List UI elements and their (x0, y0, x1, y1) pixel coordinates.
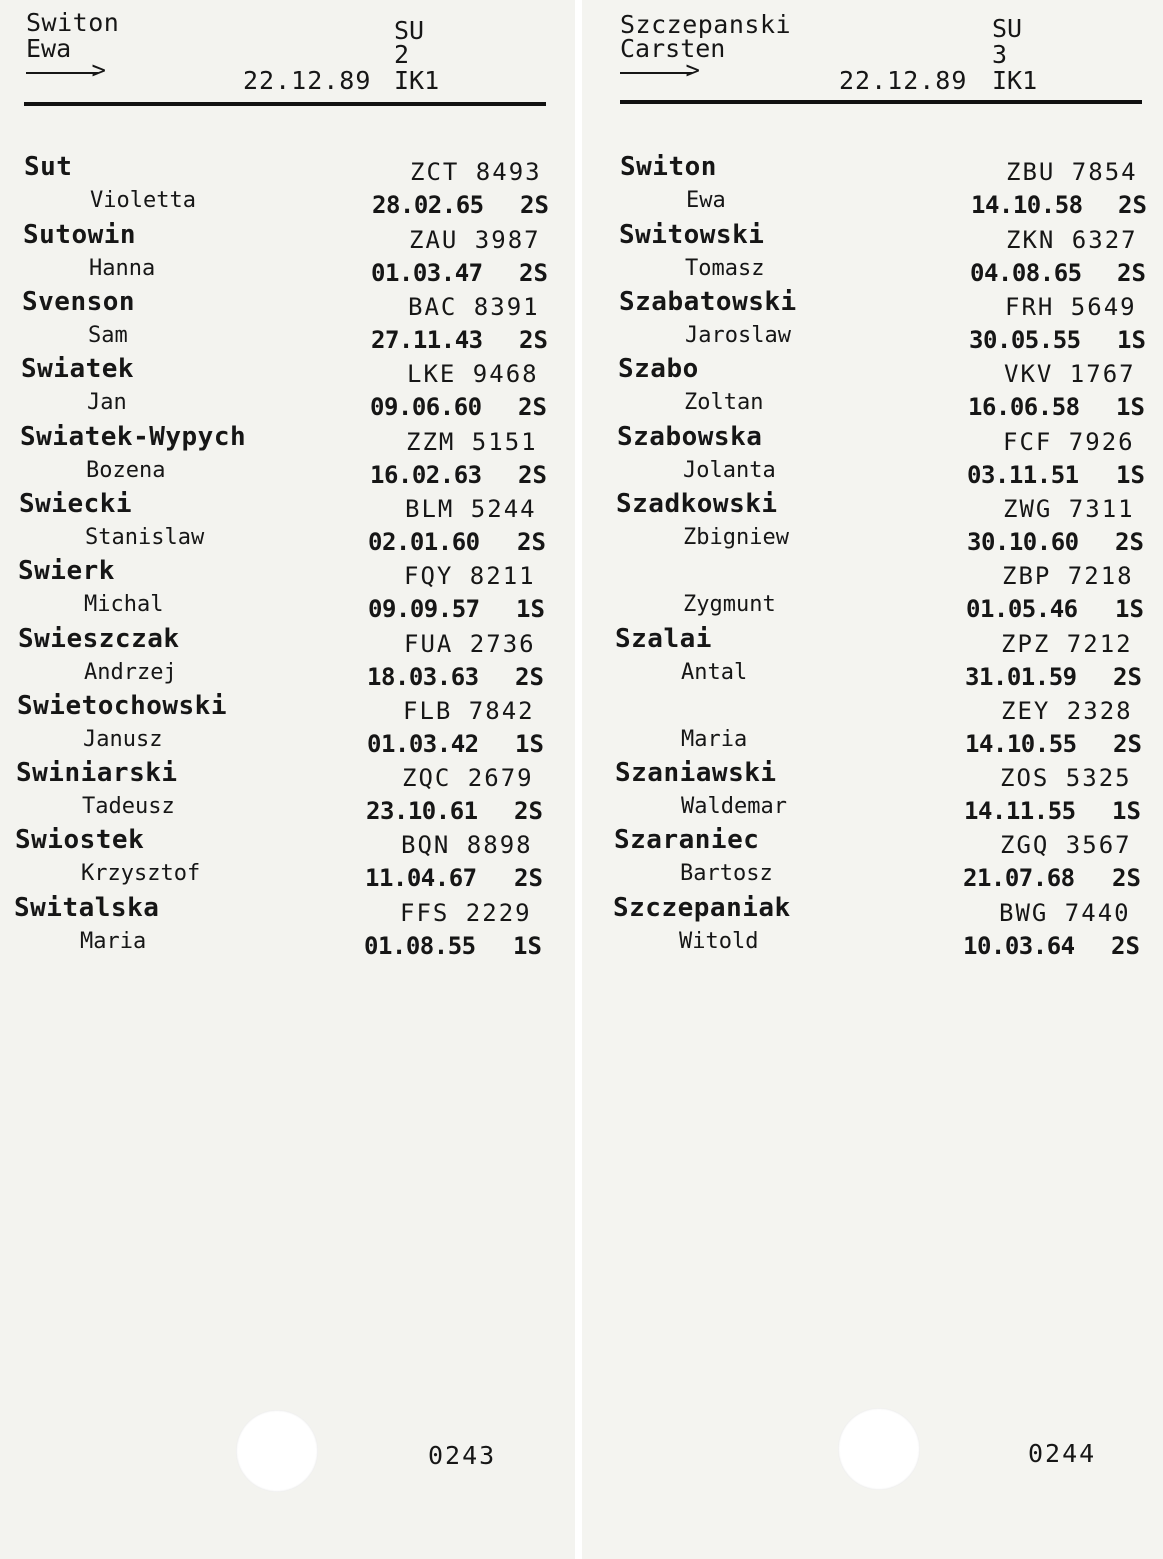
birth-date: 11.04.67 (365, 864, 477, 892)
header-code-number: 3 (992, 40, 1008, 69)
birth-date: 01.03.47 (371, 259, 483, 287)
class-code: 1S (516, 595, 545, 623)
surname: Swiostek (15, 825, 145, 855)
given-name: Krzysztof (81, 861, 201, 886)
birth-date: 16.06.58 (968, 393, 1080, 421)
class-code: 2S (1117, 259, 1146, 287)
id-code: FFS 2229 (400, 899, 532, 927)
header-date: 22.12.89 (243, 66, 372, 95)
surname: Szczepaniak (613, 893, 791, 923)
list-item (0, 222, 575, 290)
surname: Szadkowski (616, 489, 778, 519)
given-name: Hanna (89, 256, 156, 281)
surname: Szalai (615, 624, 712, 654)
list-item (582, 222, 1163, 290)
list-item (582, 827, 1163, 895)
given-name: Janusz (83, 727, 163, 752)
given-name: Zoltan (684, 390, 764, 415)
birth-date: 01.03.42 (367, 730, 479, 758)
birth-date: 18.03.63 (367, 663, 479, 691)
header-code-ik: IK1 (394, 66, 440, 95)
list-item (0, 760, 575, 828)
given-name: Andrzej (84, 660, 177, 685)
id-code: ZBU 7854 (1006, 158, 1138, 186)
surname: Switowski (619, 220, 765, 250)
arrow-icon: > (620, 66, 700, 80)
list-item (582, 626, 1163, 694)
header-code-ik: IK1 (992, 66, 1038, 95)
surname: Szabatowski (619, 287, 797, 317)
birth-date: 02.01.60 (368, 528, 480, 556)
header-divider (24, 102, 546, 106)
birth-date: 31.01.59 (965, 663, 1077, 691)
birth-date: 09.06.60 (370, 393, 482, 421)
class-code: 2S (514, 797, 543, 825)
id-code: ZQC 2679 (402, 764, 534, 792)
header-surname: Switon (26, 8, 120, 37)
given-name: Michal (84, 592, 164, 617)
surname: Sut (24, 152, 73, 182)
id-code: ZBP 7218 (1002, 562, 1134, 590)
given-name: Jaroslaw (685, 323, 791, 348)
card-number: 0244 (1028, 1439, 1097, 1468)
surname: Swiecki (19, 489, 133, 519)
class-code: 2S (519, 326, 548, 354)
given-name: Bartosz (680, 861, 773, 886)
surname: Swiniarski (16, 758, 178, 788)
birth-date: 27.11.43 (371, 326, 483, 354)
birth-date: 21.07.68 (963, 864, 1075, 892)
surname: Szaniawski (615, 758, 777, 788)
given-name: Witold (679, 929, 759, 954)
list-item (582, 424, 1163, 492)
class-code: 2S (518, 461, 547, 489)
given-name: Waldemar (681, 794, 787, 819)
index-card-right (582, 0, 1163, 1559)
given-name: Bozena (86, 458, 166, 483)
header-given-name: Carsten (620, 34, 726, 63)
id-code: ZZM 5151 (406, 428, 538, 456)
list-item (0, 827, 575, 895)
header-divider (620, 100, 1142, 104)
header-given-name: Ewa (26, 34, 72, 63)
class-code: 2S (518, 393, 547, 421)
header-surname: Szczepanski (620, 10, 792, 39)
class-code: 1S (513, 932, 542, 960)
surname: Swiatek-Wypych (20, 422, 247, 452)
class-code: 2S (1113, 730, 1142, 758)
given-name: Violetta (90, 188, 196, 213)
arrow-icon: > (26, 66, 106, 80)
given-name: Zygmunt (683, 592, 776, 617)
given-name: Stanislaw (85, 525, 205, 550)
list-item (582, 693, 1163, 761)
given-name: Tadeusz (82, 794, 175, 819)
list-item (0, 558, 575, 626)
class-code: 2S (519, 259, 548, 287)
given-name: Zbigniew (683, 525, 789, 550)
surname: Swietochowski (17, 691, 227, 721)
birth-date: 14.10.58 (971, 191, 1083, 219)
birth-date: 23.10.61 (366, 797, 478, 825)
class-code: 2S (1118, 191, 1147, 219)
header-code-su: SU (394, 16, 425, 45)
punch-hole (236, 1410, 318, 1492)
id-code: ZPZ 7212 (1001, 630, 1133, 658)
id-code: VKV 1767 (1004, 360, 1136, 388)
header-code-su: SU (992, 14, 1023, 43)
id-code: BAC 8391 (408, 293, 540, 321)
class-code: 2S (1113, 663, 1142, 691)
class-code: 2S (1111, 932, 1140, 960)
id-code: FUA 2736 (404, 630, 536, 658)
index-card-left (0, 0, 575, 1559)
class-code: 1S (1116, 393, 1145, 421)
id-code: BLM 5244 (405, 495, 537, 523)
list-item (0, 491, 575, 559)
given-name: Tomasz (685, 256, 765, 281)
id-code: ZGQ 3567 (1000, 831, 1132, 859)
class-code: 2S (515, 663, 544, 691)
class-code: 2S (514, 864, 543, 892)
list-item (582, 760, 1163, 828)
list-item (0, 424, 575, 492)
class-code: 1S (1116, 461, 1145, 489)
id-code: ZCT 8493 (410, 158, 542, 186)
birth-date: 09.09.57 (368, 595, 480, 623)
class-code: 2S (520, 191, 549, 219)
header-date: 22.12.89 (839, 66, 968, 95)
list-item (0, 289, 575, 357)
id-code: ZKN 6327 (1006, 226, 1138, 254)
id-code: BWG 7440 (999, 899, 1131, 927)
card-number: 0243 (428, 1441, 497, 1470)
id-code: FCF 7926 (1003, 428, 1135, 456)
surname: Szabowska (617, 422, 763, 452)
surname: Svenson (22, 287, 136, 317)
birth-date: 14.11.55 (964, 797, 1076, 825)
surname: Swierk (18, 556, 115, 586)
surname: Swiatek (21, 354, 135, 384)
id-code: ZAU 3987 (409, 226, 541, 254)
id-code: ZEY 2328 (1001, 697, 1133, 725)
birth-date: 30.10.60 (967, 528, 1079, 556)
id-code: FQY 8211 (404, 562, 536, 590)
birth-date: 04.08.65 (970, 259, 1082, 287)
id-code: ZWG 7311 (1003, 495, 1135, 523)
surname: Switon (620, 152, 717, 182)
given-name: Jolanta (683, 458, 776, 483)
given-name: Maria (681, 727, 748, 752)
class-code: 1S (1115, 595, 1144, 623)
given-name: Ewa (686, 188, 726, 213)
list-item (582, 558, 1163, 626)
list-item (582, 356, 1163, 424)
class-code: 2S (1115, 528, 1144, 556)
id-code: BQN 8898 (401, 831, 533, 859)
birth-date: 10.03.64 (963, 932, 1075, 960)
given-name: Jan (87, 390, 127, 415)
list-item (582, 154, 1163, 222)
surname: Sutowin (23, 220, 137, 250)
class-code: 1S (1112, 797, 1141, 825)
class-code: 1S (515, 730, 544, 758)
list-item (582, 491, 1163, 559)
birth-date: 14.10.55 (965, 730, 1077, 758)
surname: Switalska (14, 893, 160, 923)
class-code: 1S (1117, 326, 1146, 354)
header-code-number: 2 (394, 40, 410, 69)
surname: Szabo (618, 354, 699, 384)
birth-date: 01.08.55 (364, 932, 476, 960)
birth-date: 01.05.46 (966, 595, 1078, 623)
list-item (0, 693, 575, 761)
list-item (0, 626, 575, 694)
given-name: Antal (681, 660, 748, 685)
punch-hole (838, 1408, 920, 1490)
class-code: 2S (517, 528, 546, 556)
list-item (0, 895, 575, 963)
birth-date: 28.02.65 (372, 191, 484, 219)
list-item (582, 289, 1163, 357)
list-item (582, 895, 1163, 963)
list-item (0, 356, 575, 424)
birth-date: 03.11.51 (967, 461, 1079, 489)
given-name: Sam (88, 323, 128, 348)
id-code: ZOS 5325 (1000, 764, 1132, 792)
id-code: FRH 5649 (1005, 293, 1137, 321)
list-item (0, 154, 575, 222)
id-code: FLB 7842 (403, 697, 535, 725)
given-name: Maria (80, 929, 147, 954)
surname: Szaraniec (614, 825, 760, 855)
class-code: 2S (1112, 864, 1141, 892)
id-code: LKE 9468 (407, 360, 539, 388)
birth-date: 16.02.63 (370, 461, 482, 489)
surname: Swieszczak (18, 624, 180, 654)
birth-date: 30.05.55 (969, 326, 1081, 354)
